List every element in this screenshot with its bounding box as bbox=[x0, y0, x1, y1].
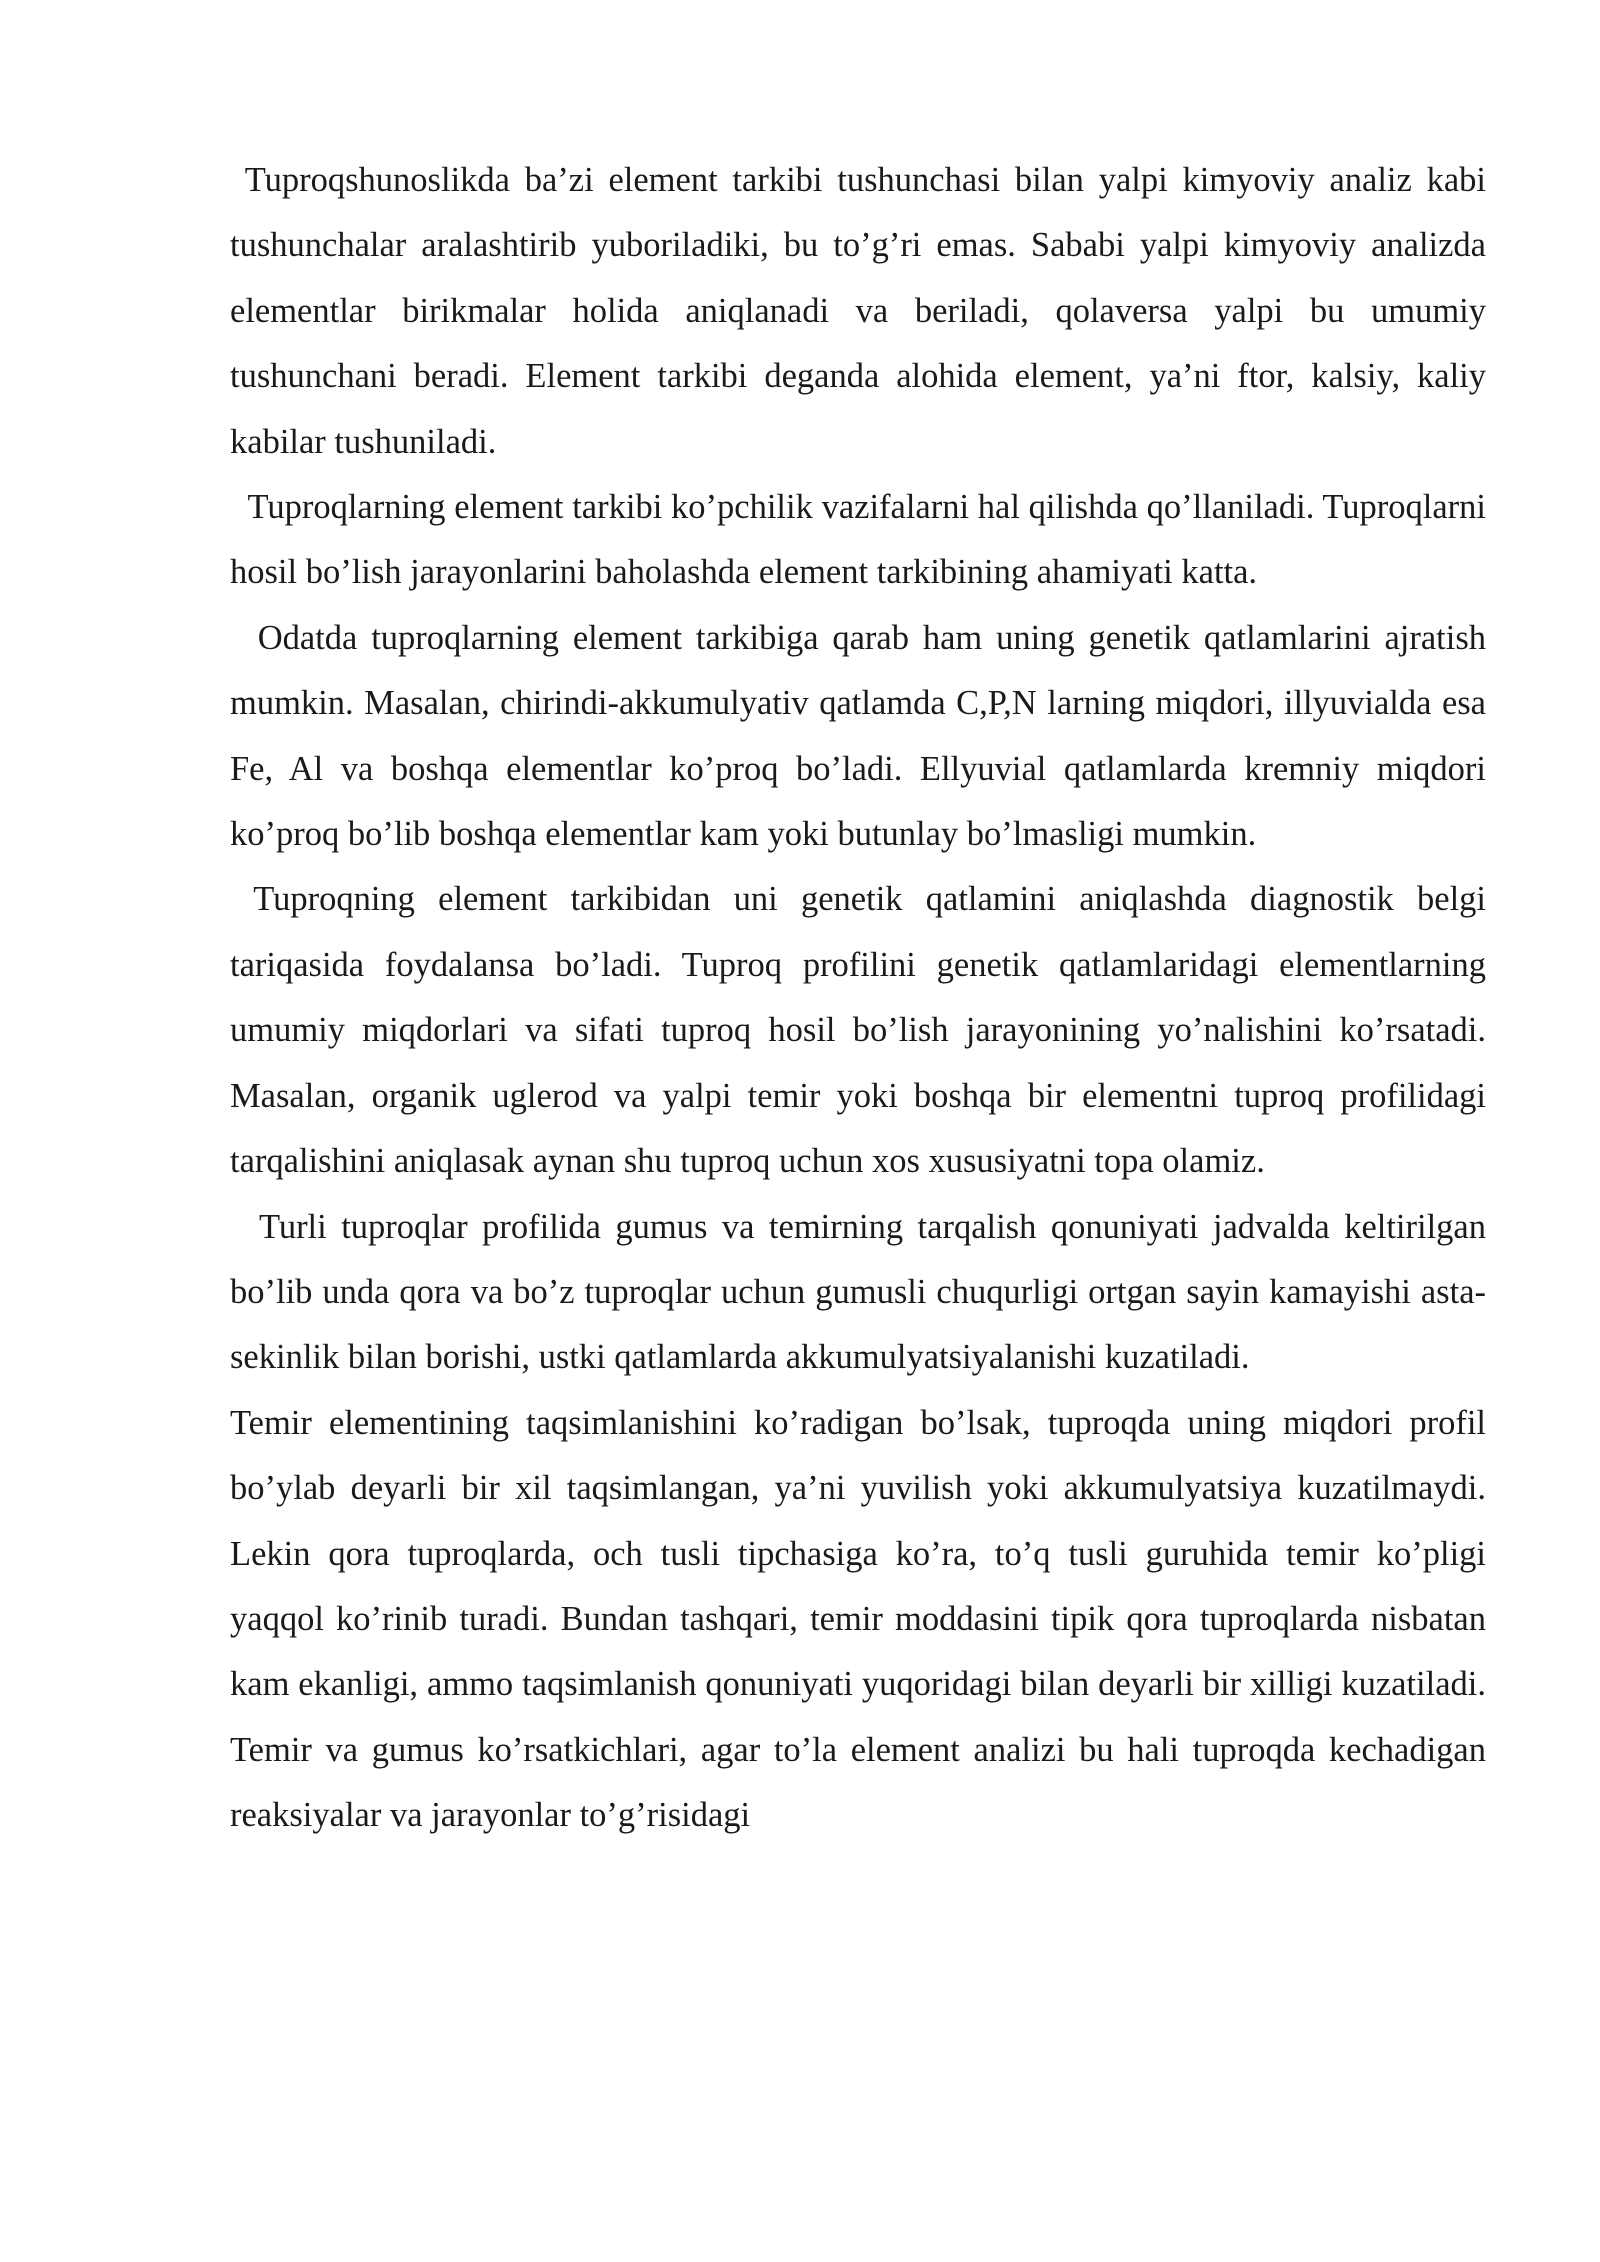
paragraph-5: Turli tuproqlar profilida gumus va temirning tarqalish qonuniyati jadvalda keltirilgan bo’lib unda qora va bo’z tuproqlar uchun gumusli chuqurligi ortgan sayin kamayishi asta-sekinlik bilan borishi, ustki qatlamlarda akkumulyatsiyalanishi kuzatiladi. bbox=[230, 1207, 1495, 1377]
paragraph-4: Tuproqning element tarkibidan uni genetik qatlamini aniqlashda diagnostik belgi tariqasida foydalansa bo’ladi. Tuproq profilini genetik qatlamlaridagi elementlarning umumiy miqdorlari va sifati tuproq hosil bo’lish jarayonining yo’nalishini ko’rsatadi. Masalan, organik uglerod va yalpi temir yoki boshqa bir elementni tuproq profilidagi tarqalishini aniqlasak aynan shu tuproq uchun xos xususiyatni topa olamiz. bbox=[230, 880, 1495, 1181]
paragraph-2: Tuproqlarning element tarkibi ko’pchilik vazifalarni hal qilishda qo’llaniladi. Tuproqlarni hosil bo’lish jarayonlarini baholashda element tarkibining ahamiyati katta. bbox=[230, 488, 1495, 592]
paragraph-3: Odatda tuproqlarning element tarkibiga qarab ham uning genetik qatlamlarini ajratish mumkin. Masalan, chirindi-akkumulyativ qatlamda C,P,N larning miqdori, illyuvialda esa Fe, Al va boshqa elementlar ko’proq bo’ladi. Ellyuvial qatlamlarda kremniy miqdori ko’proq bo’lib boshqa elementlar kam yoki butunlay bo’lmasligi mumkin. bbox=[230, 618, 1495, 854]
paragraph-6: Temir elementining taqsimlanishini ko’radigan bo’lsak, tuproqda uning miqdori profil bo’ylab deyarli bir xil taqsimlangan, ya’ni yuvilish yoki akkumulyatsiya kuzatilmaydi. Lekin qora tuproqlarda, och tusli tipchasiga ko’ra, to’q tusli guruhida temir ko’pligi yaqqol ko’rinib turadi. Bundan tashqari, temir moddasini tipik qora tuproqlarda nisbatan kam ekanligi, ammo taqsimlanish qonuniyati yuqoridagi bilan deyarli bir xilligi kuzatiladi. Temir va gumus ko’rsatkichlari, agar to’la element analizi bu hali tuproqda kechadigan reaksiyalar va jarayonlar to’g’risidagi bbox=[230, 1403, 1495, 1835]
paragraph-1: Tuproqshunoslikda ba’zi element tarkibi tushunchasi bilan yalpi kimyoviy analiz kabi tushunchalar aralashtirib yuboriladiki, bu to’g’ri emas. Sababi yalpi kimyoviy analizda elementlar birikmalar holida aniqlanadi va beriladi, qolaversa yalpi bu umumiy tushunchani beradi. Element tarkibi deganda alohida element, ya’ni ftor, kalsiy, kaliy kabilar tushuniladi. bbox=[230, 161, 1495, 461]
document-page bbox=[230, 148, 1495, 1849]
